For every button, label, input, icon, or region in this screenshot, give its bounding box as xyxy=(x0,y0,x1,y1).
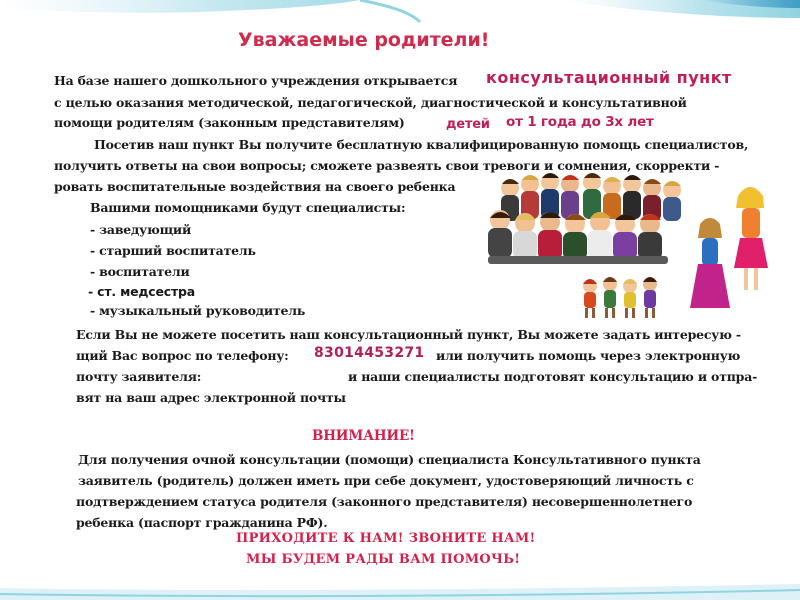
top-left-swoosh xyxy=(0,0,360,13)
woman-figure xyxy=(734,187,768,290)
parents-group-illustration xyxy=(480,168,780,328)
attention-line-1: Для получения очной консультации (помощи) специалиста Консультативного пункта xyxy=(78,452,701,467)
footer-line-1: ПРИХОДИТЕ К НАМ! ЗВОНИТЕ НАМ! xyxy=(236,531,536,546)
children-row xyxy=(583,277,657,318)
attention-heading: ВНИМАНИЕ! xyxy=(312,428,415,444)
helper-item: - заведующий xyxy=(90,222,192,237)
age-range-label: от 1 года до 3х лет xyxy=(506,114,654,130)
intro-line-2: с целью оказания методической, педагогической, диагностической и консультативной xyxy=(54,95,687,110)
contact-line-1: Если Вы не можете посетить наш консультационный пункт, Вы можете задать интересую - xyxy=(76,327,741,342)
contact-line-2-suffix: или получить помощь через электронную xyxy=(436,348,741,363)
helper-item: - музыкальный руководитель xyxy=(90,303,306,318)
attention-line-3: подтверждением статуса родителя (законного представителя) несовершеннолетнего xyxy=(76,494,693,509)
kids-label: детей xyxy=(446,117,490,132)
visit-line-3: ровать воспитательные воздействия на своего ребенка xyxy=(54,179,456,194)
helpers-heading: Вашими помощниками будут специалисты: xyxy=(90,200,406,215)
contact-line-3-suffix: и наши специалисты подготовят консультацию и отпра- xyxy=(348,369,758,384)
visit-line-2: получить ответы на свои вопросы; сможете развеять свои тревоги и сомнения, скорректи - xyxy=(54,158,720,173)
attention-line-2: заявитель (родитель) должен иметь при себе документ, удостоверяющий личность с xyxy=(78,473,694,488)
helper-item: - воспитатели xyxy=(90,264,190,279)
phone-number[interactable]: 83014453271 xyxy=(314,345,425,361)
consultation-point-highlight: консультационный пункт xyxy=(486,68,732,87)
contact-line-3: почту заявителя: xyxy=(76,369,202,384)
teacher-figure xyxy=(690,218,730,308)
contact-line-4: вят на ваш адрес электронной почты xyxy=(76,390,346,405)
footer-line-2: МЫ БУДЕМ РАДЫ ВАМ ПОМОЧЬ! xyxy=(246,552,521,567)
visit-line-1: Посетив наш пункт Вы получите бесплатную квалифицированную помощь специалистов, xyxy=(94,137,749,152)
page-title: Уважаемые родители! xyxy=(238,29,490,51)
intro-line-3: помощи родителям (законным представителям) xyxy=(54,115,405,130)
attention-line-4: ребенка (паспорт гражданина РФ). xyxy=(76,515,328,530)
intro-line-1: На базе нашего дошкольного учреждения открывается xyxy=(54,73,458,88)
helper-item: - ст. медсестра xyxy=(88,284,196,299)
contact-line-2: щий Вас вопрос по телефону: xyxy=(76,348,289,363)
helper-item: - старший воспитатель xyxy=(90,243,256,258)
